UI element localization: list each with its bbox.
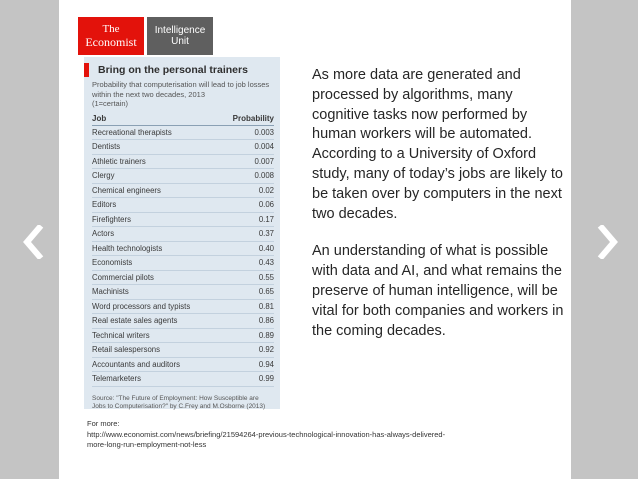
table-cell-probability: 0.43 [258, 258, 274, 267]
previous-slide-button[interactable] [18, 222, 48, 262]
table-cell-probability: 0.92 [258, 345, 274, 354]
table-cell-job: Machinists [92, 287, 129, 296]
table-row [92, 140, 274, 155]
table-cell-probability: 0.003 [254, 127, 274, 137]
table-cell-job: Actors [92, 229, 115, 238]
table-row [92, 372, 274, 387]
table-subtitle-scale: (1=certain) [92, 99, 129, 108]
table-cell-job: Technical writers [92, 330, 150, 340]
table-row [92, 126, 274, 141]
table-row [92, 184, 274, 199]
chevron-right-icon [597, 225, 619, 259]
body-paragraph-1: As more data are generated and processed by algorithms, many cognitive tasks now performed by human workers will be automated. According to a University of Oxford study, many of today’s jobs are likely to be taken over by computers in the next two decades. [312, 67, 563, 222]
table-row [92, 227, 274, 242]
table-row [92, 300, 274, 315]
intelligence-unit-logo [147, 17, 213, 55]
table-row [92, 198, 274, 213]
table-cell-job: Clergy [92, 171, 115, 180]
chevron-left-icon [22, 225, 44, 259]
economist-logo-line1: The [102, 23, 120, 35]
table-cell-probability: 0.007 [254, 156, 274, 166]
table-rows [92, 126, 274, 387]
table-cell-probability: 0.55 [258, 272, 274, 282]
table-cell-probability: 0.06 [258, 200, 274, 209]
table-cell-job: Chemical engineers [92, 185, 161, 195]
table-row [92, 242, 274, 257]
table-source: Source: "The Future of Employment: How Susceptible are Jobs to Computerisation?" by C.Frey and M.Osborne (2013) [92, 394, 266, 410]
table-cell-job: Firefighters [92, 214, 131, 224]
table-cell-job: Word processors and typists [92, 301, 191, 311]
table-row [92, 343, 274, 358]
table-cell-job: Health technologists [92, 243, 163, 253]
footer-label: For more: [87, 419, 120, 428]
table-cell-job: Telemarketers [92, 374, 141, 383]
table-cell-job: Accountants and auditors [92, 359, 180, 369]
table-cell-probability: 0.008 [254, 171, 274, 180]
table-title-row [84, 62, 274, 78]
economist-logo [78, 17, 144, 55]
table-cell-job: Economists [92, 258, 133, 267]
column-header-job: Job [92, 113, 107, 123]
table-cell-job: Retail salespersons [92, 345, 161, 354]
table-row [92, 256, 274, 271]
iu-logo-line2: Unit [171, 36, 189, 47]
table-row [92, 169, 274, 184]
column-header-probability: Probability [232, 113, 274, 123]
slide [59, 0, 571, 479]
table-cell-probability: 0.89 [258, 330, 274, 340]
table-cell-job: Editors [92, 200, 117, 209]
red-accent-bar [84, 63, 89, 77]
iu-logo-line1: Intelligence [154, 25, 206, 36]
table-cell-probability: 0.37 [258, 229, 274, 238]
table-cell-probability: 0.02 [258, 185, 274, 195]
job-probability-table [84, 57, 280, 409]
table-row [92, 329, 274, 344]
table-cell-job: Real estate sales agents [92, 316, 178, 325]
table-subtitle: Probability that computerisation will lead to job losses within the next two decades, 2013 [92, 80, 270, 99]
table-cell-probability: 0.40 [258, 243, 274, 253]
table-row [92, 358, 274, 373]
body-paragraph-2: An understanding of what is possible with data and AI, and what remains the preserve of human intelligence, will be vital for both companies and workers in the coming decades. [312, 243, 564, 339]
economist-logo-line2: Economist [85, 35, 137, 49]
table-cell-probability: 0.004 [254, 142, 274, 151]
footer-url[interactable]: http://www.economist.com/news/briefing/21594264-previous-technological-innovation-has-always-delivered-more-long-run-employment-not-less [87, 429, 446, 449]
table-row [92, 155, 274, 170]
table-cell-probability: 0.86 [258, 316, 274, 325]
next-slide-button[interactable] [593, 222, 623, 262]
table-cell-job: Commercial pilots [92, 272, 154, 282]
table-row [92, 271, 274, 286]
table-cell-probability: 0.81 [258, 301, 274, 311]
table-header [92, 114, 274, 126]
table-row [92, 285, 274, 300]
table-cell-job: Dentists [92, 142, 121, 151]
table-cell-probability: 0.65 [258, 287, 274, 296]
table-cell-probability: 0.17 [258, 214, 274, 224]
table-cell-probability: 0.99 [258, 374, 274, 383]
footer-reference [87, 419, 457, 451]
body-text [312, 66, 564, 341]
table-cell-probability: 0.94 [258, 359, 274, 369]
table-row [92, 314, 274, 329]
table-title: Bring on the personal trainers [98, 64, 248, 76]
table-row [92, 213, 274, 228]
table-cell-job: Athletic trainers [92, 156, 146, 166]
table-cell-job: Recreational therapists [92, 127, 172, 137]
